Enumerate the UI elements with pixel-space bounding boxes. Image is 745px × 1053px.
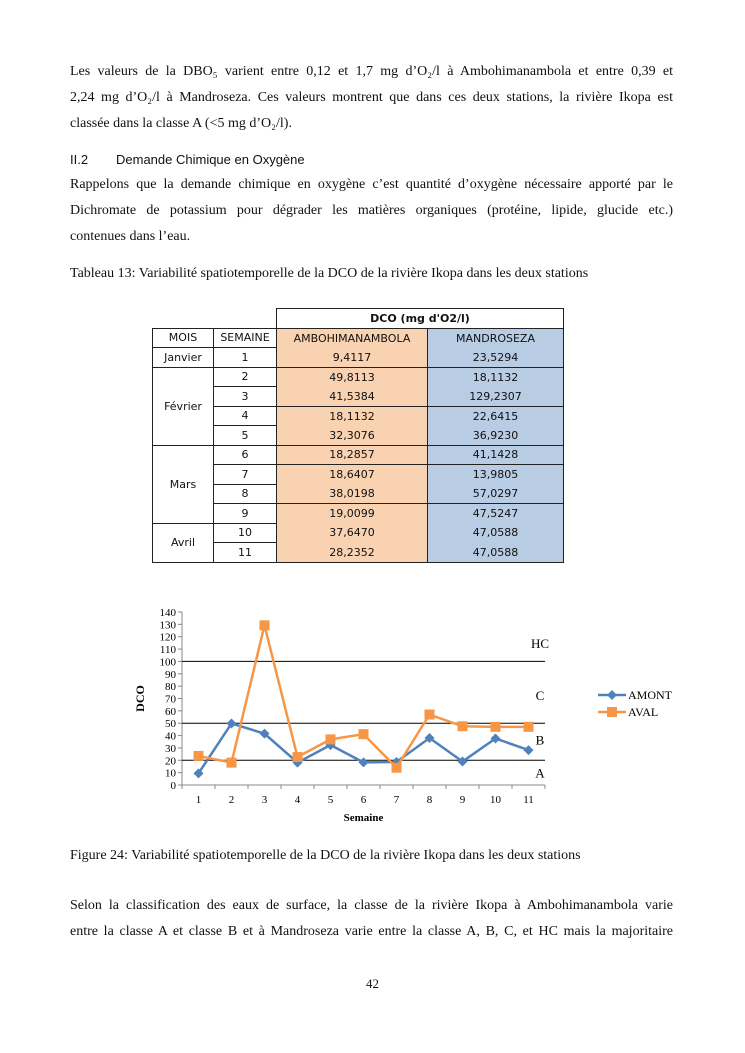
page-number: 42 [366,976,379,991]
series-line-aval [199,625,529,767]
table-row [153,523,564,543]
table-row [153,484,564,504]
ambohimanambola-cell: 41,5384 [277,387,428,407]
text-line: 2,24 mg d’O₂/l à Mandroseza. Ces valeurs montrent que dans ces deux stations, la rivière Ikopa est [70,90,673,105]
y-tick-label: 130 [159,619,176,632]
x-tick-label: 2 [228,794,235,806]
week-cell: 8 [214,484,277,504]
table-header-row [153,328,564,348]
group-header: DCO (mg d'O2/l) [277,309,564,329]
ambohimanambola-cell: 32,3076 [277,426,428,446]
week-cell: 4 [214,406,277,426]
legend-label: AVAL [628,705,659,719]
ambohimanambola-cell: 9,4117 [277,348,428,368]
month-cell: Mars [153,445,214,523]
y-tick-label: 70 [165,693,176,706]
y-axis-title: DCO [133,685,147,712]
data-point-aval [458,721,468,731]
y-tick-label: 50 [165,718,176,731]
data-point-aval [392,763,402,773]
data-point-aval [194,751,204,761]
y-tick-label: 90 [165,668,176,681]
data-point-aval [524,722,534,732]
week-cell: 10 [214,523,277,543]
y-tick-label: 120 [159,631,176,644]
y-tick-label: 110 [159,644,176,657]
week-cell: 3 [214,387,277,407]
text-line: Dichromate de potassium pour dégrader les matières organiques (protéine, lipide, glucide etc.) [70,203,673,218]
class-label: A [535,765,545,781]
ambohimanambola-cell: 37,6470 [277,523,428,543]
x-tick-label: 9 [459,794,466,806]
ambohimanambola-cell: 18,1132 [277,406,428,426]
text-line: contenues dans l’eau. [70,229,191,244]
y-tick-label: 140 [159,607,176,619]
ambohimanambola-cell: 19,0099 [277,504,428,524]
section-heading [70,152,305,167]
class-label: C [535,687,545,703]
data-point-aval [425,710,435,720]
table-row [153,406,564,426]
x-tick-label: 8 [426,794,433,806]
mandroseza-cell: 129,2307 [428,387,564,407]
dco-line-chart [120,600,680,830]
x-tick-label: 10 [490,794,501,806]
x-axis-title: Semaine [343,812,384,824]
data-point-aval [326,734,336,744]
figure-caption: Figure 24: Variabilité spatiotemporelle de la DCO de la rivière Ikopa dans les deux stations [70,848,581,863]
table-row [153,348,564,368]
mandroseza-cell: 47,5247 [428,504,564,524]
data-point-amont [359,757,369,767]
week-cell: 6 [214,445,277,465]
week-cell: 9 [214,504,277,524]
week-cell: 5 [214,426,277,446]
mandroseza-cell: 57,0297 [428,484,564,504]
week-cell: 7 [214,465,277,485]
x-tick-label: 7 [393,794,400,806]
month-cell: Avril [153,523,214,562]
data-point-amont [524,745,534,755]
x-tick-label: 4 [294,794,301,806]
ambohimanambola-cell: 49,8113 [277,367,428,387]
section-title: Demande Chimique en Oxygène [116,152,305,167]
legend-label: AMONT [628,688,672,702]
month-cell: Février [153,367,214,445]
y-tick-label: 100 [159,656,176,669]
x-tick-label: 5 [327,794,334,806]
table-row [153,426,564,446]
mandroseza-cell: 47,0588 [428,543,564,563]
month-cell: Janvier [153,348,214,368]
ambohimanambola-cell: 28,2352 [277,543,428,563]
dco-table [152,308,564,563]
x-tick-label: 6 [360,794,367,806]
mandroseza-cell: 41,1428 [428,445,564,465]
text-line: classée dans la classe A (<5 mg d’O₂/l). [70,116,292,131]
column-header: MOIS [153,328,214,348]
table-row [153,367,564,387]
week-cell: 11 [214,543,277,563]
x-tick-label: 3 [261,794,268,806]
y-tick-label: 80 [165,681,176,694]
table-caption: Tableau 13: Variabilité spatiotemporelle de la DCO de la rivière Ikopa dans les deux stations [70,266,589,281]
y-tick-label: 0 [170,780,176,792]
x-tick-label: 11 [523,794,534,806]
data-point-aval [260,620,270,630]
table-row [153,387,564,407]
ambohimanambola-cell: 18,6407 [277,465,428,485]
column-header: MANDROSEZA [428,328,564,348]
week-cell: 2 [214,367,277,387]
data-point-aval [491,722,501,732]
table-row [153,504,564,524]
text-line: entre la classe A et classe B et à Mandroseza varie entre la classe A, B, C, et HC mais la majoritaire [70,924,673,939]
y-tick-label: 60 [165,705,176,718]
x-tick-label: 1 [195,794,202,806]
class-label: B [535,732,545,748]
y-tick-label: 10 [165,767,176,780]
y-tick-label: 40 [165,730,176,743]
data-point-aval [227,758,237,768]
class-label: HC [530,635,550,651]
column-header: SEMAINE [214,328,277,348]
text-line: Selon la classification des eaux de surface, la classe de la rivière Ikopa à Ambohimanambola varie [70,898,673,913]
y-tick-label: 20 [165,755,176,768]
mandroseza-cell: 47,0588 [428,523,564,543]
table-row [153,445,564,465]
table-group-header-row [153,309,564,329]
text-line: Les valeurs de la DBO₅ varient entre 0,12 et 1,7 mg d’O₂/l à Ambohimanambola et entre 0,39 et [70,64,673,79]
ambohimanambola-cell: 38,0198 [277,484,428,504]
data-point-aval [359,729,369,739]
week-cell: 1 [214,348,277,368]
column-header: AMBOHIMANAMBOLA [277,328,428,348]
section-number: II.2 [70,152,89,167]
mandroseza-cell: 36,9230 [428,426,564,446]
y-tick-label: 30 [165,742,176,755]
ambohimanambola-cell: 18,2857 [277,445,428,465]
table-row [153,465,564,485]
mandroseza-cell: 22,6415 [428,406,564,426]
text-line: Rappelons que la demande chimique en oxygène c’est quantité d’oxygène nécessaire apporté par le [70,177,673,192]
legend-diamond-icon [607,690,617,700]
table-row [153,543,564,563]
data-point-aval [293,752,303,762]
mandroseza-cell: 18,1132 [428,367,564,387]
mandroseza-cell: 23,5294 [428,348,564,368]
legend-square-icon [607,707,617,717]
mandroseza-cell: 13,9805 [428,465,564,485]
